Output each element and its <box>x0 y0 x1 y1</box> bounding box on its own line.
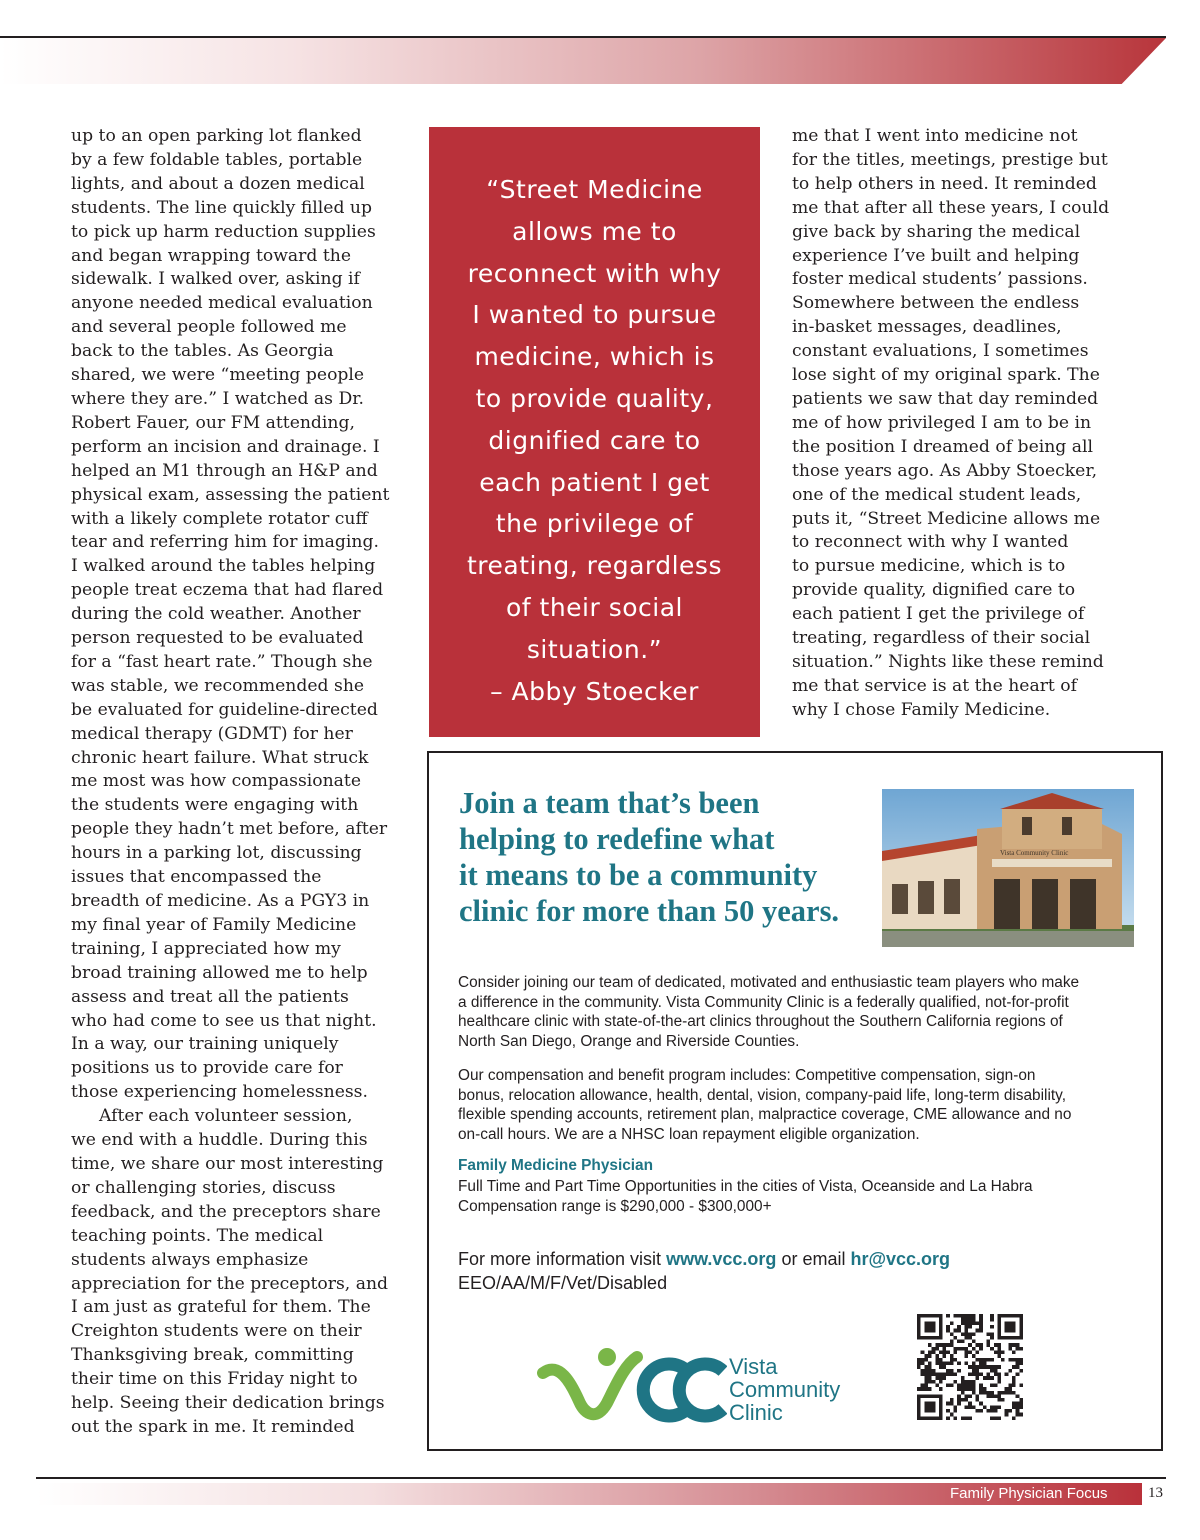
article-line: Creighton students were on their <box>71 1321 362 1342</box>
article-line: with a likely complete rotator cuff <box>71 508 368 529</box>
vcc-logo-mark <box>537 1343 727 1431</box>
article-line: hours in a parking lot, discussing <box>71 843 362 864</box>
article-line: up to an open parking lot flanked <box>71 126 362 146</box>
email-link[interactable]: hr@vcc.org <box>850 1249 951 1269</box>
article-line: and began wrapping toward the <box>71 245 351 266</box>
job-details <box>458 1177 1033 1216</box>
article-line: training, I appreciated how my <box>71 938 341 959</box>
article-line: positions us to provide care for <box>71 1058 343 1079</box>
article-line: Somewhere between the endless <box>792 293 1080 314</box>
article-line: was stable, we recommended she <box>71 675 365 696</box>
article-line: where they are.” I watched as Dr. <box>71 388 365 409</box>
quote-line: “Street Medicine <box>486 175 703 204</box>
quote-line: treating, regardless <box>467 551 722 581</box>
article-line: me that I went into medicine not <box>792 126 1078 146</box>
article-line: lights, and about a dozen medical <box>71 173 365 194</box>
article-line: helped an M1 through an H&P and <box>71 460 378 481</box>
article-line: foster medical students’ passions. <box>792 269 1088 290</box>
article-line: students. The line quickly filled up <box>71 197 373 218</box>
article-line: Robert Fauer, our FM attending, <box>71 412 355 433</box>
ad-intro-paragraph <box>458 973 1079 1051</box>
article-line: out the spark in me. It reminded <box>71 1416 355 1437</box>
article-line: me most was how compassionate <box>71 771 362 792</box>
contact-prefix: For more information visit <box>458 1249 667 1269</box>
article-line: physical exam, assessing the patient <box>71 484 390 505</box>
ad-body-line: flexible spending accounts, retirement plan, malpractice coverage, CME allowance and no <box>458 1106 1072 1124</box>
article-line: sidewalk. I walked over, asking if <box>71 269 360 290</box>
ad-body-line: on-call hours. We are a NHSC loan repayment eligible organization. <box>458 1125 920 1143</box>
article-line: people they hadn’t met before, after <box>71 819 388 840</box>
article-line: their time on this Friday night to <box>71 1369 358 1390</box>
photo-sign-text: Vista Community Clinic <box>1000 849 1069 857</box>
article-line: help. Seeing their dedication brings <box>71 1393 385 1414</box>
qr-code[interactable] <box>917 1314 1023 1420</box>
job-title: Family Medicine Physician <box>458 1157 654 1174</box>
article-line: for the titles, meetings, prestige but <box>792 149 1108 170</box>
clinic-building-illustration <box>882 789 1134 947</box>
article-line: patients we saw that day reminded <box>792 388 1099 409</box>
article-line: After each volunteer session, <box>99 1106 353 1127</box>
article-line: one of the medical student leads, <box>792 484 1082 505</box>
quote-line: of their social <box>505 592 684 622</box>
ad-body-line: a difference in the community. Vista Community Clinic is a federally qualified, not-for-profit <box>458 993 1069 1011</box>
article-line: constant evaluations, I sometimes <box>792 341 1089 362</box>
article-line: why I chose Family Medicine. <box>792 699 1051 720</box>
quote-line: I wanted to pursue <box>472 300 717 330</box>
article-line: in-basket messages, deadlines, <box>792 317 1062 338</box>
quote-line: – Abby Stoecker <box>490 676 699 706</box>
article-line: situation.” Nights like these remind <box>792 651 1104 672</box>
article-line: back to the tables. As Georgia <box>71 341 334 362</box>
publication-name: Family Physician Focus <box>950 1485 1108 1502</box>
quote-line: to provide quality, <box>475 383 714 413</box>
article-line: medical therapy (GDMT) for her <box>71 723 353 744</box>
ad-body-line: North San Diego, Orange and Riverside Counties. <box>458 1032 800 1050</box>
pull-quote-text <box>429 169 760 712</box>
article-line: provide quality, dignified care to <box>792 580 1076 601</box>
article-line: feedback, and the preceptors share <box>71 1201 381 1222</box>
article-line: to help others in need. It reminded <box>792 173 1097 194</box>
header-gradient-band <box>0 38 1166 84</box>
article-line: be evaluated for guideline-directed <box>71 699 378 720</box>
article-line: who had come to see us that night. <box>71 1010 377 1031</box>
article-line: issues that encompassed the <box>71 867 322 888</box>
ad-benefits-paragraph <box>458 1066 1071 1144</box>
article-line: tear and referring him for imaging. <box>71 532 379 553</box>
ad-headline <box>459 785 839 929</box>
article-line: puts it, “Street Medicine allows me <box>792 508 1101 529</box>
headline-line: Join a team that’s been <box>459 786 760 820</box>
contact-line <box>458 1247 950 1271</box>
article-line: the position I dreamed of being all <box>792 436 1094 457</box>
article-line: I am just as grateful for them. The <box>71 1297 371 1318</box>
article-line: to pick up harm reduction supplies <box>71 221 376 242</box>
quote-line: the privilege of <box>495 509 694 539</box>
article-line: to reconnect with why I wanted <box>792 532 1069 553</box>
article-line: breadth of medicine. As a PGY3 in <box>71 891 370 911</box>
article-line: me that after all these years, I could <box>792 197 1110 218</box>
article-line: assess and treat all the patients <box>71 986 349 1007</box>
article-line: time, we share our most interesting <box>71 1153 384 1174</box>
article-line: shared, we were “meeting people <box>71 365 365 386</box>
contact-mid: or email <box>776 1249 851 1269</box>
article-line: chronic heart failure. What struck <box>71 747 369 768</box>
article-line: my final year of Family Medicine <box>71 914 357 935</box>
website-link[interactable]: www.vcc.org <box>666 1249 777 1269</box>
wordmark-line: Clinic <box>729 1400 783 1425</box>
page-number: 13 <box>1148 1485 1163 1501</box>
footer-rule <box>36 1477 1166 1479</box>
article-line: perform an incision and drainage. I <box>71 436 380 457</box>
article-right-column <box>792 125 1109 723</box>
clinic-building-photo <box>882 789 1134 947</box>
job-line: Full Time and Part Time Opportunities in the cities of Vista, Oceanside and La Habra <box>458 1178 1033 1195</box>
quote-line: reconnect with why <box>467 258 722 288</box>
ad-body-line: healthcare clinic with state-of-the-art clinics throughout the Southern California regions of <box>458 1013 1063 1031</box>
article-line: lose sight of my original spark. The <box>792 365 1100 386</box>
article-line: broad training allowed me to help <box>71 962 368 983</box>
ad-body-line: Our compensation and benefit program includes: Competitive compensation, sign-on <box>458 1067 1036 1084</box>
article-line: by a few foldable tables, portable <box>71 149 363 170</box>
article-line: those years ago. As Abby Stoecker, <box>792 460 1098 481</box>
wordmark-line: Vista <box>729 1354 778 1379</box>
article-line: we end with a huddle. During this <box>71 1130 368 1151</box>
article-line: each patient I get the privilege of <box>792 604 1085 625</box>
ad-body-line: Consider joining our team of dedicated, motivated and enthusiastic team players who make <box>458 974 1080 991</box>
article-line: people treat eczema that had flared <box>71 580 384 601</box>
vcc-advertisement <box>427 751 1163 1451</box>
article-line: give back by sharing the medical <box>792 221 1081 242</box>
quote-line: allows me to <box>512 216 677 246</box>
quote-line: dignified care to <box>488 425 701 455</box>
quote-line: each patient I get <box>479 467 710 497</box>
header-rule <box>0 36 1166 38</box>
article-line: appreciation for the preceptors, and <box>71 1273 389 1294</box>
quote-line: situation.” <box>526 634 663 664</box>
headline-line: helping to redefine what <box>459 822 775 856</box>
headline-line: it means to be a community <box>459 858 818 892</box>
article-line: or challenging stories, discuss <box>71 1177 336 1198</box>
headline-line: clinic for more than 50 years. <box>459 894 840 928</box>
article-line: the students were engaging with <box>71 795 359 816</box>
article-line: anyone needed medical evaluation <box>71 293 373 314</box>
article-line: In a way, our training uniquely <box>71 1034 339 1055</box>
article-line: I walked around the tables helping <box>71 556 376 577</box>
article-line: person requested to be evaluated <box>71 628 364 649</box>
article-left-column <box>71 125 389 1440</box>
eeo-statement: EEO/AA/M/F/Vet/Disabled <box>458 1273 668 1293</box>
ad-body-line: bonus, relocation allowance, health, dental, vision, company-paid life, long-term disability, <box>458 1086 1066 1104</box>
article-line: for a “fast heart rate.” Though she <box>71 651 373 672</box>
article-line: experience I’ve built and helping <box>792 245 1080 266</box>
job-line: Compensation range is $290,000 - $300,000+ <box>458 1197 772 1215</box>
vcc-logo-wordmark <box>729 1355 840 1424</box>
article-line: those experiencing homelessness. <box>71 1082 368 1103</box>
article-line: treating, regardless of their social <box>792 628 1091 649</box>
pull-quote-box <box>429 127 760 737</box>
article-line: Thanksgiving break, committing <box>71 1345 354 1366</box>
article-line: during the cold weather. Another <box>71 604 361 625</box>
article-line: students always emphasize <box>71 1249 309 1270</box>
article-line: me that service is at the heart of <box>792 675 1077 696</box>
article-line: and several people followed me <box>71 317 347 338</box>
article-line: teaching points. The medical <box>71 1225 324 1246</box>
quote-line: medicine, which is <box>474 342 715 372</box>
article-line: to pursue medicine, which is to <box>792 556 1066 577</box>
wordmark-line: Community <box>729 1377 841 1402</box>
article-line: me of how privileged I am to be in <box>792 412 1092 433</box>
